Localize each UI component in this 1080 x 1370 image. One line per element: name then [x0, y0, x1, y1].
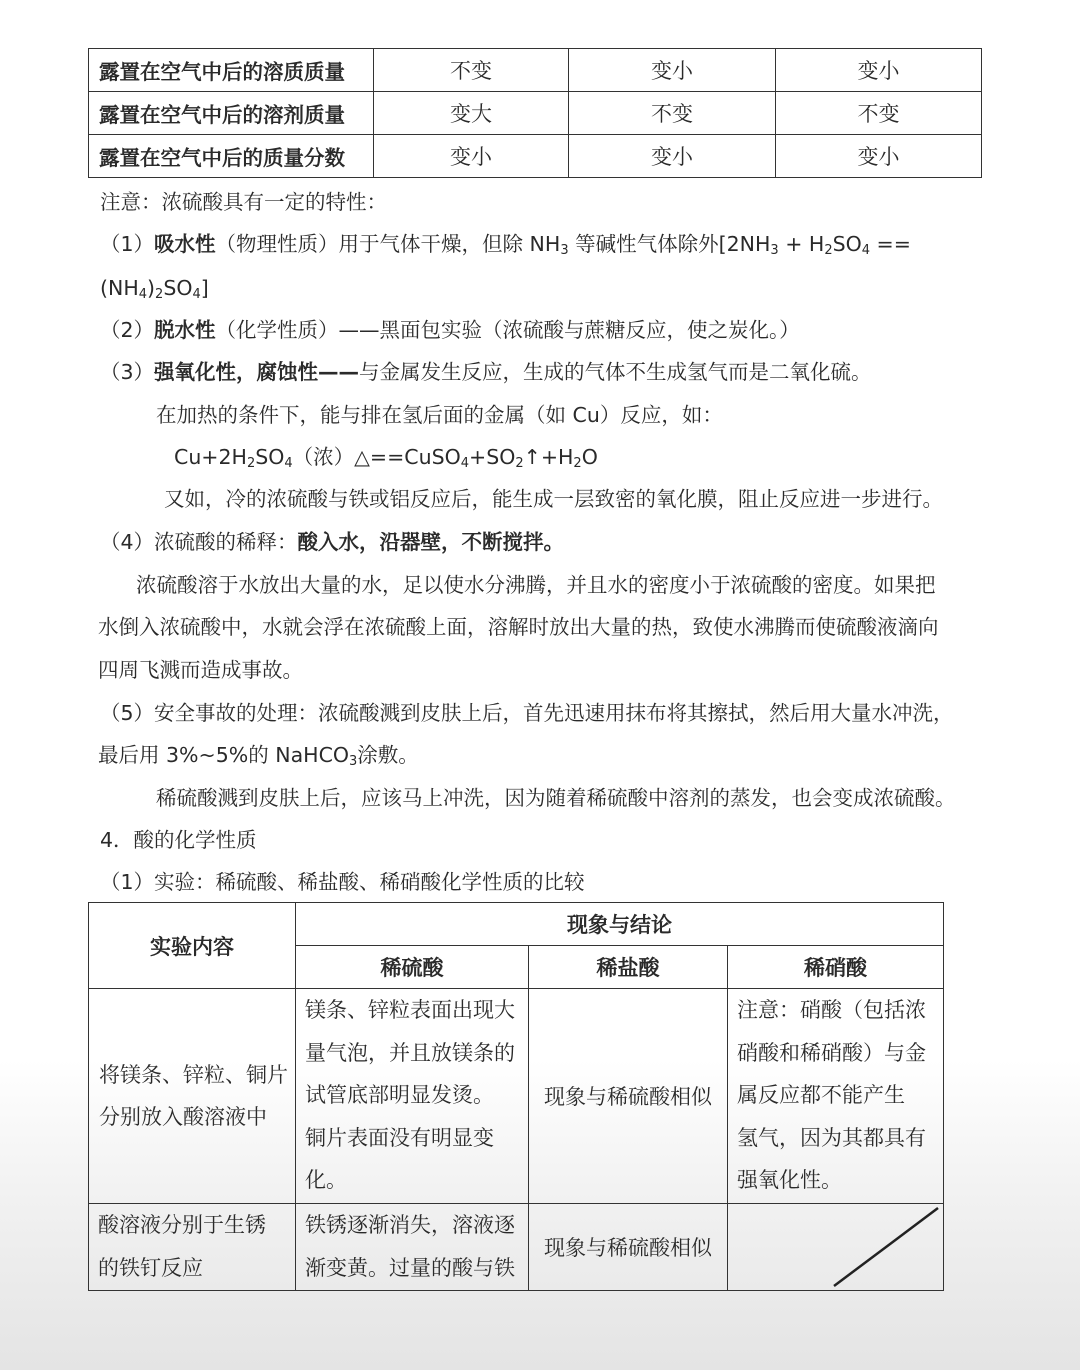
- row-label: 露置在空气中后的质量分数: [89, 135, 374, 178]
- cell: 变大: [374, 92, 569, 135]
- note-intro: 注意：浓硫酸具有一定的特性：: [100, 190, 387, 214]
- paragraph-line: 四周飞溅而造成事故。: [98, 658, 303, 682]
- cell: 变小: [569, 49, 776, 92]
- table-header-row: [89, 903, 944, 946]
- table-row: [89, 1204, 944, 1291]
- point-5-line-3: 稀硫酸溅到皮肤上后，应该马上冲洗，因为随着稀硫酸中溶剂的蒸发，也会变成浓硫酸。: [156, 786, 956, 810]
- cell: 变小: [776, 135, 982, 178]
- point-3-line-2: 在加热的条件下，能与排在氢后面的金属（如 Cu）反应，如：: [156, 403, 723, 427]
- property-table: [88, 48, 982, 178]
- point-3-line-4: 又如，冷的浓硫酸与铁或铝反应后，能生成一层致密的氧化膜，阻止反应进一步进行。: [164, 487, 943, 511]
- cell: 现象与稀硫酸相似: [529, 1204, 728, 1291]
- cell: 变小: [776, 49, 982, 92]
- row-label: 露置在空气中后的溶质质量: [89, 49, 374, 92]
- cell: 不变: [374, 49, 569, 92]
- header-content: 实验内容: [89, 903, 296, 989]
- cell: 注意：硝酸（包括浓 硝酸和稀硝酸）与金 属反应都不能产生 氢气，因为其都具有 强氧化性。: [728, 989, 944, 1204]
- row-label: 酸溶液分别于生锈 的铁钉反应: [89, 1204, 296, 1291]
- table-row: [89, 49, 982, 92]
- point-4: （4）浓硫酸的稀释：酸入水，沿器壁，不断搅拌。: [100, 530, 565, 554]
- point-5-line-1: （5）安全事故的处理：浓硫酸溅到皮肤上后，首先迅速用抹布将其擦拭，然后用大量水冲洗，: [100, 701, 954, 725]
- point-1-line-2: $(NH_4)_2SO_4$]: [100, 276, 209, 302]
- cell: 不变: [569, 92, 776, 135]
- cell: 镁条、锌粒表面出现大 量气泡，并且放镁条的 试管底部明显发烫。 铜片表面没有明显变 化。: [296, 989, 529, 1204]
- cell: 变小: [569, 135, 776, 178]
- equation: $Cu+2H_2SO_4$（浓）$\triangle==CuSO_4+SO_2↑+H_2O$: [174, 445, 598, 471]
- header-group: 现象与结论: [296, 903, 944, 946]
- header-col: 稀硫酸: [296, 946, 529, 989]
- table-row: [89, 135, 982, 178]
- cell: 变小: [374, 135, 569, 178]
- header-col: 稀盐酸: [529, 946, 728, 989]
- cell: 不变: [776, 92, 982, 135]
- subsection-heading: （1）实验：稀硫酸、稀盐酸、稀硝酸化学性质的比较: [100, 870, 585, 894]
- table-row: [89, 92, 982, 135]
- point-2: （2）脱水性（化学性质）——黑面包实验（浓硫酸与蔗糖反应，使之炭化。）: [100, 318, 800, 342]
- header-col: 稀硝酸: [728, 946, 944, 989]
- comparison-table: [88, 902, 944, 1291]
- diagonal-line: [728, 1204, 944, 1290]
- point-3: （3）强氧化性，腐蚀性——与金属发生反应，生成的气体不生成氢气而是二氧化硫。: [100, 360, 872, 384]
- cell: 现象与稀硫酸相似: [529, 989, 728, 1204]
- paragraph-line: 浓硫酸溶于水放出大量的水，足以使水分沸腾，并且水的密度小于浓硫酸的密度。如果把: [136, 573, 936, 597]
- point-1-line-1: （1）吸水性（物理性质）用于气体干燥，但除 $NH_3$ 等碱性气体除外[$2NH_3 + H_2SO_4$ ==: [100, 232, 911, 258]
- table-row: [89, 989, 944, 1204]
- row-label: 露置在空气中后的溶剂质量: [89, 92, 374, 135]
- section-heading: 4．酸的化学性质: [100, 828, 257, 852]
- row-label: 将镁条、锌粒、铜片 分别放入酸溶液中: [89, 989, 296, 1204]
- point-5-line-2: 最后用 3%~5%的 NaHCO$_3$涂敷。: [98, 743, 419, 769]
- paragraph-line: 水倒入浓硫酸中，水就会浮在浓硫酸上面，溶解时放出大量的热，致使水沸腾而使硫酸液滴向: [98, 615, 939, 639]
- empty-cell: [728, 1204, 944, 1291]
- cell: 铁锈逐渐消失，溶液逐 渐变黄。过量的酸与铁: [296, 1204, 529, 1291]
